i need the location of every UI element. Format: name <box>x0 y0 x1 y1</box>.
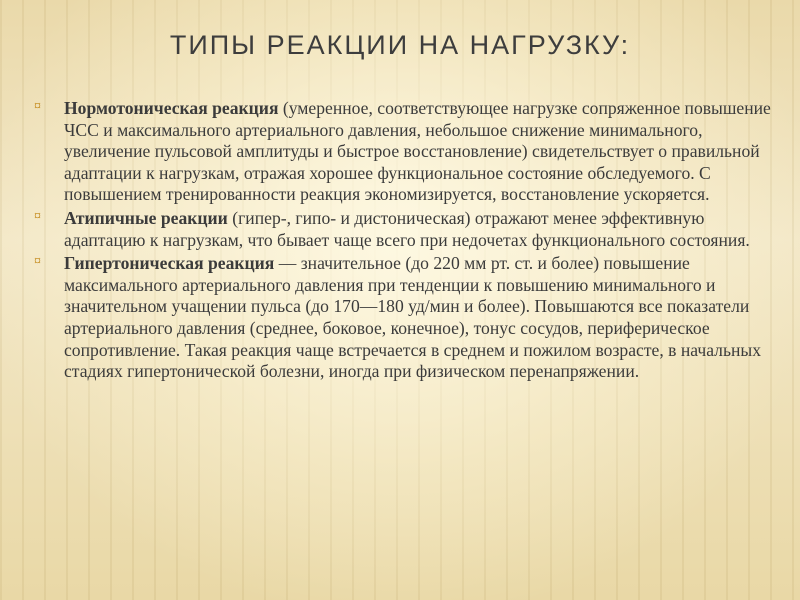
item-body: (умеренное, соответствующее нагрузке сопряженное повышение ЧСС и максимального артериального давления, небольшое снижение минимального, увеличение пульсовой амплитуды и быстрое восстановление) свидетельствует о правильной адаптации к нагрузкам, отражая хорошее функциональное состояние обследуемого. С повышением тренированности реакция экономизируется, восстановление ускоряется. <box>64 98 771 205</box>
item-text <box>64 253 774 383</box>
item-text <box>64 98 774 206</box>
item-body: — значительное (до 220 мм рт. ст. и более) повышение максимального артериального давления при тенденции к повышению минимального и значительном учащении пульса (до 170—180 уд/мин и более). Повышаются все показатели артериального давления (среднее, боковое, конечное), тонус сосудов, периферическое сопротивление. Такая реакция чаще встречается в среднем и пожилом возрасте, в начальных стадиях гипертонической болезни, иногда при физическом перенапряжении. <box>64 253 761 382</box>
slide-title: ТИПЫ РЕАКЦИИ НА НАГРУЗКУ: <box>169 30 631 60</box>
item-term: Атипичные реакции <box>64 207 228 228</box>
item-term: Гипертоническая реакция <box>64 253 275 274</box>
list-item <box>34 208 774 251</box>
bullet-icon: ¤ <box>34 99 41 114</box>
item-body: (гипер-, гипо- и дистоническая) отражают менее эффективную адаптацию к нагрузкам, что бывает чаще всего при недочетах функционального состояния. <box>64 207 750 250</box>
bullet-list <box>34 98 774 385</box>
item-text <box>64 208 774 251</box>
bullet-icon: ¤ <box>34 254 41 270</box>
list-item <box>34 98 774 206</box>
list-item <box>34 253 774 383</box>
item-term: Нормотоническая реакция <box>64 98 279 118</box>
bullet-icon: ¤ <box>34 208 41 224</box>
